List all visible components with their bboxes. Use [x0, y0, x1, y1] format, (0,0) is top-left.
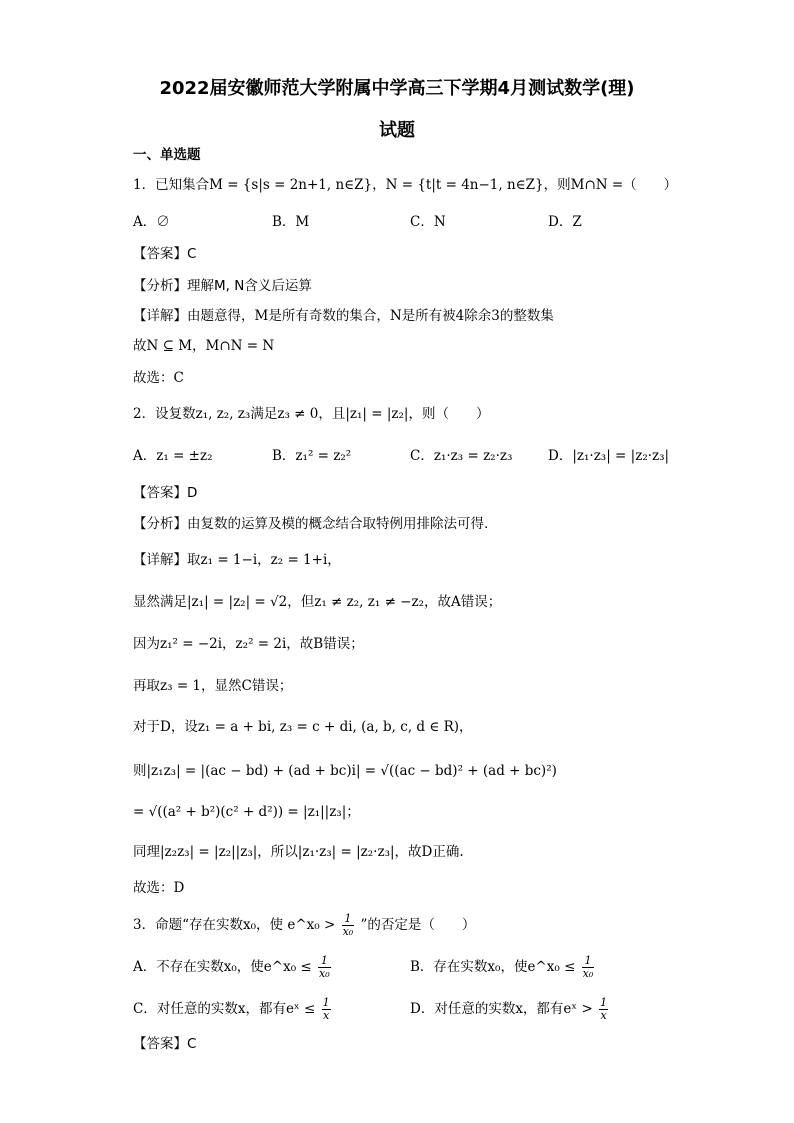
- q1-detail: 【详解】由题意得，M是所有奇数的集合，N是所有被4除余3的整数集: [133, 308, 554, 324]
- q2-detail-line: 同理|z₂z₃| = |z₂||z₃|，所以|z₁·z₃| = |z₂·z₃|，故D正确.: [133, 844, 464, 860]
- q2-detail-line: 再取z₃ = 1，显然C错误；: [133, 678, 293, 694]
- q2-stem: 2．设复数z₁, z₂, z₃满足z₃ ≠ 0，且|z₁| = |z₂|，则（ ）: [133, 406, 490, 422]
- doc-title: 2022届安徽师范大学附属中学高三下学期4月测试数学(理): [159, 78, 635, 99]
- doc-title-line2: 试题: [379, 120, 415, 141]
- fraction-numerator: 1: [318, 955, 331, 968]
- q2-detail-line: 则|z₁z₃| = |(ac − bd) + (ad + bc)i| = √((ac − bd)² + (ad + bc)²): [133, 763, 557, 779]
- fraction-numerator: 1: [322, 996, 330, 1009]
- option-text: B．存在实数x₀，使e^x₀ ≤: [410, 959, 576, 975]
- q1-option-c: C．N: [410, 214, 446, 230]
- q1-option-a: A．∅: [133, 214, 170, 230]
- q3-option-b: [410, 955, 596, 980]
- q3-option-d: [410, 997, 610, 1022]
- fraction-denominator: x₀: [582, 967, 594, 980]
- q2-option-a: A．z₁ = ±z₂: [133, 448, 213, 464]
- q1-option-d: D．Z: [548, 214, 582, 230]
- q3-stem-suffix: ”的否定是（ ）: [360, 917, 476, 933]
- q1-choice: 故选：C: [133, 370, 184, 386]
- fraction-numerator: 1: [600, 996, 608, 1009]
- q2-choice: 故选：D: [133, 880, 185, 896]
- fraction-numerator: 1: [582, 955, 595, 968]
- q2-detail-line: 因为z₁² = −2i，z₂² = 2i，故B错误；: [133, 636, 364, 652]
- q3-stem-fraction: [342, 913, 355, 938]
- q3-stem: [133, 913, 475, 938]
- q1-analysis: 【分析】理解M, N含义后运算: [133, 278, 312, 294]
- option-fraction: [599, 997, 608, 1022]
- option-fraction: [318, 955, 331, 980]
- fraction-denominator: x₀: [342, 925, 354, 938]
- q2-detail-line: 显然满足|z₁| = |z₂| = √2，但z₁ ≠ z₂, z₁ ≠ −z₂，故A错误；: [133, 594, 502, 610]
- option-text: A．不存在实数x₀，使e^x₀ ≤: [133, 959, 312, 975]
- q2-option-c: C．z₁·z₃ = z₂·z₃: [410, 448, 513, 464]
- q3-stem-expression: e^x₀ >: [287, 917, 336, 933]
- fraction-numerator: 1: [342, 913, 355, 926]
- q2-option-d: D．|z₁·z₃| = |z₂·z₃|: [548, 448, 670, 464]
- q2-detail-line: 对于D，设z₁ = a + bi, z₃ = c + di, (a, b, c, d ∈ R)，: [133, 719, 473, 735]
- q3-answer: 【答案】C: [133, 1036, 197, 1052]
- q1-stem: 1．已知集合M = {s|s = 2n+1, n∈Z}，N = {t|t = 4n−1, n∈Z}，则M∩N =（ ）: [133, 177, 678, 193]
- fraction-denominator: x: [600, 1009, 607, 1022]
- q2-detail: 【详解】取z₁ = 1−i，z₂ = 1+i，: [133, 552, 341, 568]
- fraction-denominator: x: [322, 1009, 330, 1022]
- option-text: D．对任意的实数x，都有eˣ >: [410, 1001, 593, 1017]
- q1-detail-2: 故N ⊆ M，M∩N = N: [133, 338, 275, 354]
- section-heading: 一、单选题: [133, 147, 201, 163]
- q2-detail-line: = √((a² + b²)(c² + d²)) = |z₁||z₃|；: [133, 804, 360, 820]
- option-fraction: [322, 997, 331, 1022]
- q2-analysis: 【分析】由复数的运算及模的概念结合取特例用排除法可得.: [133, 516, 489, 532]
- fraction-denominator: x₀: [319, 967, 330, 980]
- q1-option-b: B．M: [272, 214, 310, 230]
- q3-stem-prefix: 3．命题“存在实数x₀，使: [133, 917, 284, 933]
- q3-option-a: [133, 955, 333, 980]
- q3-option-c: [133, 997, 333, 1022]
- q2-answer: 【答案】D: [133, 485, 198, 501]
- option-text: C．对任意的实数x，都有eˣ ≤: [133, 1001, 316, 1017]
- option-fraction: [582, 955, 595, 980]
- q1-answer: 【答案】C: [133, 246, 197, 262]
- q2-option-b: B．z₁² = z₂²: [272, 448, 352, 464]
